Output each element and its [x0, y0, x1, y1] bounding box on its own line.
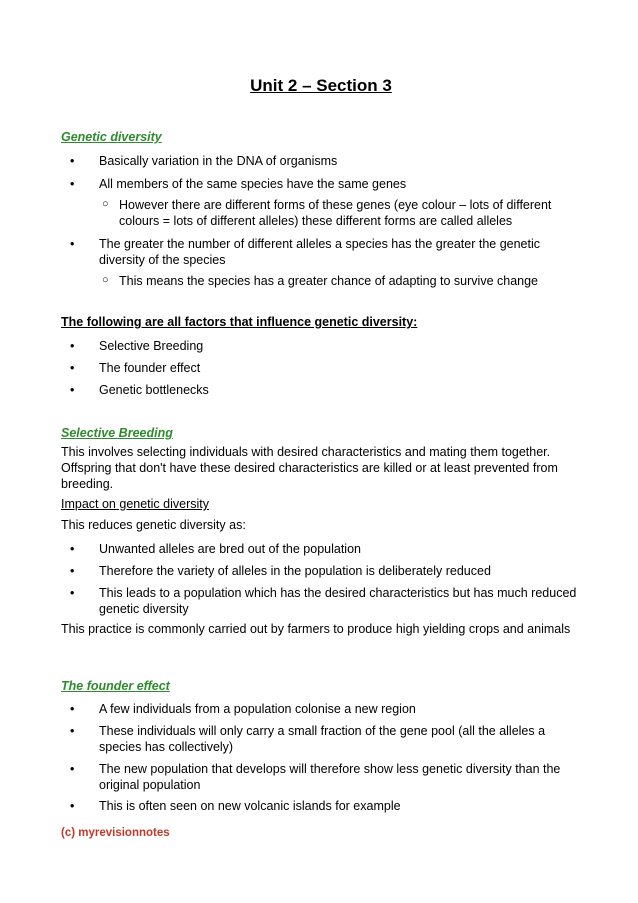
list-item-text: Genetic bottlenecks [99, 383, 209, 397]
bullet-icon: • [70, 154, 75, 168]
paragraph-selective-closing: This practice is commonly carried out by farmers to produce high yielding crops and animals [61, 622, 571, 636]
list-item-text: The greater the number of different alleles a species has the greater the genetic diversity of the species [99, 237, 541, 267]
footer-copyright: (c) myrevisionnotes [61, 827, 170, 839]
list-item-text: All members of the same species have the same genes [99, 177, 407, 191]
paragraph-selective-breeding: This involves selecting individuals with desired characteristics and mating them together. Offspring that don't have these desired characteristics are killed or at least prevented from breeding. [61, 445, 558, 491]
bullet-icon: • [70, 542, 75, 556]
subheading-impact: Impact on genetic diversity [61, 497, 209, 511]
heading-genetic-diversity: Genetic diversity [61, 130, 162, 144]
bullet-icon: • [70, 237, 75, 251]
list-item-text: Basically variation in the DNA of organisms [99, 154, 338, 168]
bullet-icon: • [70, 383, 75, 397]
sub-list-item-text: This means the species has a greater chance of adapting to survive change [119, 274, 539, 288]
hollow-bullet-icon: ○ [102, 274, 109, 286]
bullet-icon: • [70, 702, 75, 716]
bullet-icon: • [70, 564, 75, 578]
list-item-text: The new population that develops will therefore show less genetic diversity than the original population [99, 762, 561, 792]
page-title: Unit 2 – Section 3 [250, 76, 392, 95]
hollow-bullet-icon: ○ [102, 198, 109, 210]
heading-selective-breeding: Selective Breeding [61, 426, 173, 440]
sub-list-item-text: However there are different forms of these genes (eye colour – lots of different colours = lots of different alleles) these different forms are called alleles [119, 198, 552, 228]
heading-factors: The following are all factors that influence genetic diversity: [61, 315, 418, 329]
list-item-text: Selective Breeding [99, 339, 204, 353]
list-item-text: This leads to a population which has the desired characteristics but has much reduced genetic diversity [99, 586, 577, 616]
list-item-text: Therefore the variety of alleles in the population is deliberately reduced [99, 564, 491, 578]
bullet-icon: • [70, 762, 75, 776]
bullet-icon: • [70, 724, 75, 738]
list-item-text: The founder effect [99, 361, 201, 375]
list-item-text: Unwanted alleles are bred out of the population [99, 542, 361, 556]
bullet-icon: • [70, 799, 75, 813]
list-item-text: These individuals will only carry a small fraction of the gene pool (all the alleles a species has collectively) [99, 724, 546, 754]
heading-founder-effect: The founder effect [61, 679, 170, 693]
bullet-icon: • [70, 339, 75, 353]
bullet-icon: • [70, 177, 75, 191]
bullet-icon: • [70, 361, 75, 375]
list-item-text: A few individuals from a population colonise a new region [99, 702, 416, 716]
list-item-text: This is often seen on new volcanic islands for example [99, 799, 401, 813]
bullet-icon: • [70, 586, 75, 600]
paragraph-impact-intro: This reduces genetic diversity as: [61, 518, 246, 532]
